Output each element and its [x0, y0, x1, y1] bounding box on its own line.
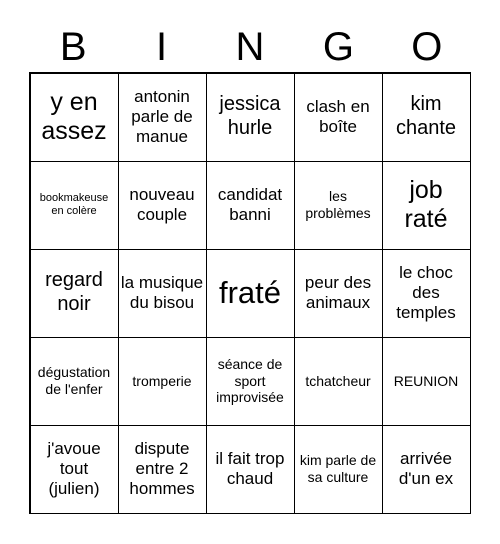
- bingo-cell[interactable]: peur des animaux: [294, 249, 383, 338]
- bingo-cell[interactable]: antonin parle de manue: [118, 73, 207, 162]
- bingo-cell[interactable]: candidat banni: [206, 161, 295, 250]
- bingo-cell[interactable]: job raté: [382, 161, 471, 250]
- header-letter-i: I: [156, 24, 168, 69]
- bingo-cell[interactable]: jessica hurle: [206, 73, 295, 162]
- bingo-cell[interactable]: nouveau couple: [118, 161, 207, 250]
- bingo-cell[interactable]: il fait trop chaud: [206, 425, 295, 514]
- bingo-cell[interactable]: j'avoue tout (julien): [30, 425, 119, 514]
- bingo-board: [29, 72, 471, 514]
- bingo-cell[interactable]: arrivée d'un ex: [382, 425, 471, 514]
- header-letter-n: N: [235, 24, 265, 69]
- bingo-cell[interactable]: kim chante: [382, 73, 471, 162]
- bingo-cell[interactable]: clash en boîte: [294, 73, 383, 162]
- bingo-cell-free[interactable]: fraté: [206, 249, 295, 338]
- bingo-cell[interactable]: y en assez: [30, 73, 119, 162]
- bingo-cell[interactable]: regard noir: [30, 249, 119, 338]
- header-letter-g: G: [322, 24, 354, 69]
- bingo-cell[interactable]: le choc des temples: [382, 249, 471, 338]
- bingo-cell[interactable]: dispute entre 2 hommes: [118, 425, 207, 514]
- bingo-cell[interactable]: séance de sport improvisée: [206, 337, 295, 426]
- header-letter-b: B: [59, 24, 87, 69]
- bingo-cell[interactable]: tromperie: [118, 337, 207, 426]
- bingo-cell[interactable]: REUNION: [382, 337, 471, 426]
- bingo-header: [29, 22, 471, 72]
- bingo-cell[interactable]: tchatcheur: [294, 337, 383, 426]
- bingo-cell[interactable]: les problèmes: [294, 161, 383, 250]
- header-letter-o: O: [411, 24, 443, 69]
- bingo-cell[interactable]: bookmakeuse en colère: [30, 161, 119, 250]
- bingo-cell[interactable]: la musique du bisou: [118, 249, 207, 338]
- bingo-cell[interactable]: kim parle de sa culture: [294, 425, 383, 514]
- bingo-cell[interactable]: dégustation de l'enfer: [30, 337, 119, 426]
